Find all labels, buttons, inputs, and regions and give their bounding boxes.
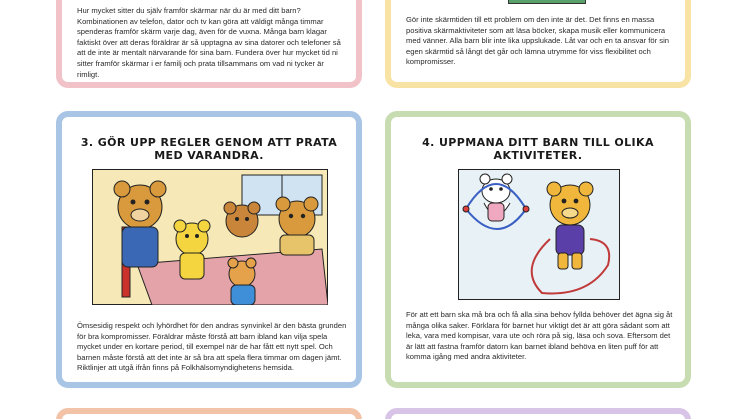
tip-card-3 bbox=[56, 111, 362, 388]
tip-body-yellow: Gör inte skärmtiden till ett problem om den inte är det. Det finns en massa positiva skärmaktiviteter som att läsa böcker, skapa musik eller kommunicera med vänner. Alla barn blir inte lika uppslukade. Låt var och en ta ansvar för sin egen skärmtid så långt det går och lämna utrymme för viss flexibilitet och kompromisser. bbox=[406, 15, 669, 67]
tip-card-orange bbox=[56, 408, 362, 419]
tip-card-pink bbox=[56, 0, 362, 88]
tip-card-4 bbox=[385, 111, 691, 388]
bears-jumping-rope-illustration bbox=[458, 169, 620, 300]
illustration-fragment bbox=[508, 0, 586, 4]
tip-card-yellow bbox=[385, 0, 691, 88]
tip-title-3: 3. GÖR UPP REGLER GENOM ATT PRATA MED VARANDRA. bbox=[80, 136, 338, 162]
tip-body-pink: Hur mycket sitter du själv framför skärmar när du är med ditt barn? Kombinationen av telefon, dator och tv kan göra att väldigt många timmar spenderas framför skärm varje dag, även för de vuxna. Många barn klagar faktiskt över att deras föräldrar är så upptagna av sina datorer och telefoner så att de inte är mentalt närvarande för sina barn. Fundera över hur mycket tid ni sitter framför skärmar i er familj och prata tillsammans om vad ni tycker är rimligt. bbox=[77, 6, 341, 79]
tip-body-3: Ömsesidig respekt och lyhördhet för den andras synvinkel är den bästa grunden för bra kompromisser. Föräldrar måste förstå att barn ibland kan vilja spela mycket under en kortare period, till exempel när de har fått ett nytt spel. Och barnen måste förstå att det inte är så bra att spela flera timmar om dagen jämt. Riktlinjer att utgå ifrån finns på Folkhälsomyndighetens hemsida. bbox=[77, 321, 347, 373]
tip-body-4: För att ett barn ska må bra och få alla sina behov fyllda behöver det ägna sig åt många olika saker. Förklara för barnet hur viktigt det är att göra sådant som att leka, vara med kompisar, vara ute och röra på sig, läsa och sova. Eftersom det är lätt att fastna framför datorn kan barnet ibland behöva en liten puff för att komma igång med andra aktiviteter. bbox=[406, 310, 673, 362]
tip-card-purple bbox=[385, 408, 691, 419]
tip-title-4: 4. UPPMANA DITT BARN TILL OLIKA AKTIVITETER. bbox=[422, 136, 654, 162]
family-at-table-illustration bbox=[92, 169, 328, 305]
